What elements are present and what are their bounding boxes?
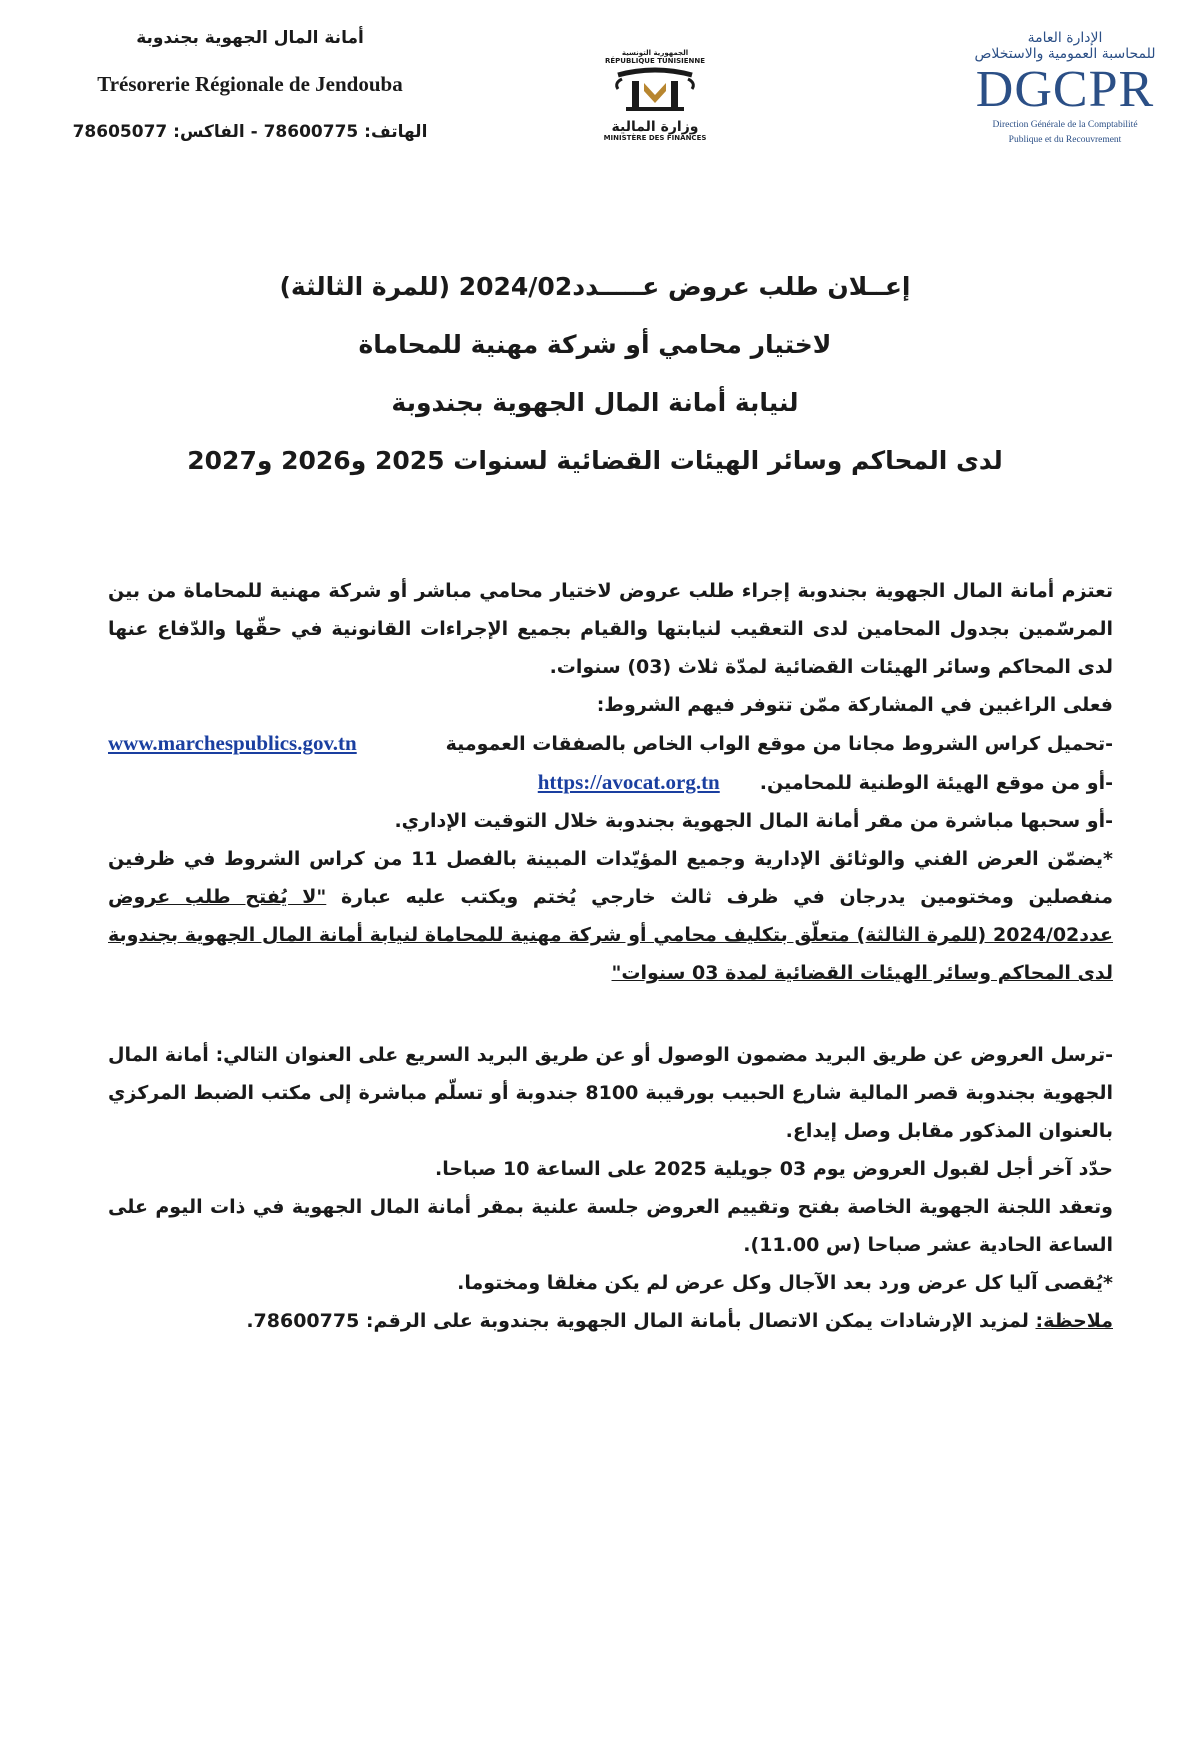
announcement-title-line: لنيابة أمانة المال الجهوية بجندوبة [391, 388, 799, 417]
dgcpr-acronym: DGCPR [975, 61, 1155, 119]
ministry-name-fr: MINISTÈRE DES FINANCES [603, 134, 707, 143]
announcement-title-line: لدى المحاكم وسائر الهيئات القضائية لسنوات 2025 و2026 و2027 [187, 446, 1003, 475]
bar-site-text: -أو من موقع الهيئة الوطنية للمحامين. [759, 772, 1113, 794]
announcement-title-line: لاختيار محامي أو شركة مهنية للمحاماة [358, 330, 832, 359]
emblem-republic-ar: الجمهورية التونسية [621, 49, 689, 57]
download-row [108, 724, 1113, 763]
dgcpr-logo [950, 30, 1180, 146]
send-paragraph: -ترسل العروض عن طريق البريد مضمون الوصول أو عن طريق البريد السريع على العنوان التالي: أمانة المال الجهوية بجندوبة قصر المالية شارع الحبيب بورقيبة 8100 جندوبة أو تسلّم مباشرة إلى مكتب الضبط المركزي بالعنوان المذكور مقابل وصل إيداع. [108, 1044, 1114, 1142]
download-text: -تحميل كراس الشروط مجانا من موقع الواب الخاص بالصفقات العمومية [445, 733, 1113, 755]
note-line [108, 1302, 1113, 1340]
deadline-line: حدّد آخر أجل لقبول العروض يوم 03 جويلية 2025 على الساعة 10 صباحا. [435, 1158, 1113, 1180]
ministry-logo-icon [610, 65, 700, 113]
dgcpr-name-ar-1: الإدارة العامة [1027, 30, 1103, 46]
treasury-phone-fax: الهاتف: 78600775 - الفاكس: 78605077 [72, 121, 428, 142]
committee-paragraph: وتعقد اللجنة الجهوية الخاصة بفتح وتقييم العروض جلسة علنية بمقر أمانة المال الجهوية في ذات اليوم على الساعة الحادية عشر صباحا (س 11.00). [108, 1196, 1113, 1256]
note-label: ملاحظة: [1035, 1310, 1113, 1332]
exclusion-line: *يُقصى آليا كل عرض ورد بعد الآجال وكل عرض لم يكن مغلقا ومختوما. [457, 1272, 1113, 1294]
dgcpr-name-fr-1: Direction Générale de la Comptabilité [992, 120, 1138, 131]
ministry-emblem [585, 50, 725, 143]
include-text: *يضمّن العرض الفني والوثائق الإدارية وجميع المؤيّدات المبينة بالفصل 11 من كراس الشروط في ظرفين منفصلين ومختومين يدرجان في ظرف ثالث خارجي يُختم ويكتب عليه عبارة [108, 848, 1113, 908]
treasury-name-fr: Trésorerie Régionale de Jendouba [97, 72, 403, 97]
ministry-name-ar: وزارة المالية [611, 119, 699, 136]
announcement-title-block [120, 258, 1070, 490]
avocat-link[interactable]: https://avocat.org.tn [537, 770, 720, 794]
conditions-line: فعلى الراغبين في المشاركة ممّن تتوفر فيهم الشروط: [596, 694, 1113, 716]
bar-site-row [108, 763, 1113, 802]
withdraw-line: -أو سحبها مباشرة من مقر أمانة المال الجهوية بجندوبة خلال التوقيت الإداري. [394, 810, 1113, 832]
dgcpr-name-fr-2: Publique et du Recouvrement [1008, 135, 1122, 146]
include-paragraph [108, 840, 1113, 992]
marchespublics-link[interactable]: www.marchespublics.gov.tn [108, 731, 357, 755]
announcement-title-line: إعــلان طلب عروض عـــــدد2024/02 (للمرة الثالثة) [279, 272, 911, 301]
dgcpr-name-ar-2: للمحاسبة العمومية والاستخلاص [974, 46, 1156, 63]
emblem-republic-fr: RÉPUBLIQUE TUNISIENNE [604, 56, 706, 65]
treasury-header [40, 28, 460, 142]
treasury-name-ar: أمانة المال الجهوية بجندوبة [136, 28, 364, 48]
envelope-quote: "لا يُفتح طلب عروض عدد2024/02 (للمرة الثالثة) متعلّق بتكليف محامي أو شركة مهنية للمحاماة لنيابة أمانة المال الجهوية بجندوبة لدى المحاكم وسائر الهيئات القضائية لمدة 03 سنوات" [108, 886, 1113, 984]
announcement-body [108, 572, 1113, 1340]
intro-paragraph: تعتزم أمانة المال الجهوية بجندوبة إجراء طلب عروض لاختيار محامي مباشر أو شركة مهنية للمحاماة من بين المرسّمين بجدول المحامين لدى التعقيب لنيابتها والقيام بجميع الإجراءات القانونية في حقّها والدّفاع عنها لدى المحاكم وسائر الهيئات القضائية لمدّة ثلاث (03) سنوات. [108, 580, 1113, 678]
note-text: لمزيد الإرشادات يمكن الاتصال بأمانة المال الجهوية بجندوبة على الرقم: 78600775. [246, 1310, 1036, 1332]
